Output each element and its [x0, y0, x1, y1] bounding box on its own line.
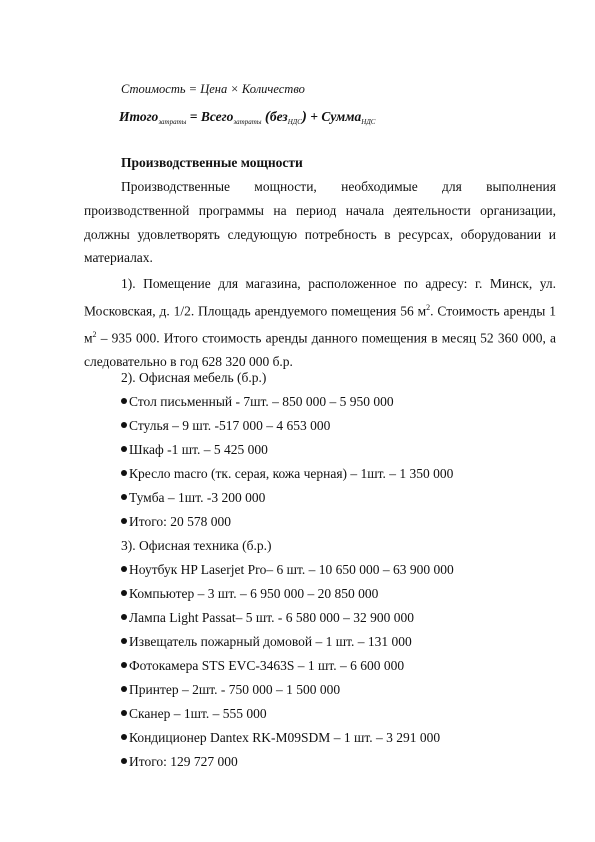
- formula-sub-zatraty-2: затраты: [233, 118, 262, 126]
- equipment-list-title: 3). Офисная техника (б.р.): [121, 538, 272, 553]
- bullet-icon: [121, 686, 127, 692]
- bullet-icon: [121, 638, 127, 644]
- paragraph-premises-text-a: 1). Помещение для магазина, расположенное по адресу: г. Минск, ул. Московская, д. 1/2. Площадь арендуемого помещения 56 м: [84, 276, 556, 319]
- bullet-icon: [121, 518, 127, 524]
- list-item: Фотокамера STS EVC-3463S – 1 шт. – 6 600 000: [121, 658, 404, 674]
- formula-sub-zatraty-1: затраты: [158, 118, 187, 126]
- paragraph-premises-text-b: . Стоимость аренды 1 м: [84, 303, 556, 346]
- formula-bez: без: [269, 109, 288, 124]
- cost-formula: Стоимость = Цена × Количество: [121, 82, 305, 96]
- furniture-list-title: 2). Офисная мебель (б.р.): [121, 370, 267, 385]
- formula-sub-nds-2: НДС: [361, 118, 376, 126]
- bullet-icon: [121, 446, 127, 452]
- list-item: Стол письменный - 7шт. – 850 000 – 5 950 000: [121, 394, 394, 410]
- list-item: Ноутбук HP Laserjet Pro– 6 шт. – 10 650 000 – 63 900 000: [121, 562, 454, 578]
- bullet-icon: [121, 470, 127, 476]
- list-item: Итого: 129 727 000: [121, 754, 238, 770]
- paragraph-capacity-text: Производственные мощности, необходимые для выполнения производственной программы на период начала деятельности организации, должны удовлетворять следующую потребность в ресурсах, оборудовании и материалах.: [84, 179, 556, 266]
- bullet-icon: [121, 590, 127, 596]
- paragraph-premises: [84, 272, 556, 374]
- superscript-2: 2: [92, 330, 97, 340]
- bullet-icon: [121, 566, 127, 572]
- list-item: Кресло macro (тк. серая, кожа черная) – 1шт. – 1 350 000: [121, 466, 453, 482]
- list-item: Кондиционер Dantex RK-M09SDM – 1 шт. – 3 291 000: [121, 730, 440, 746]
- formula-vsego: Всего: [200, 109, 234, 124]
- formula-summa: Сумма: [321, 109, 362, 124]
- bullet-icon: [121, 422, 127, 428]
- formula-itogo: Итого: [119, 109, 159, 124]
- bullet-icon: [121, 758, 127, 764]
- list-item: Тумба – 1шт. -3 200 000: [121, 490, 265, 506]
- section-heading: Производственные мощности: [121, 155, 303, 170]
- paragraph-premises-text-c: – 935 000. Итого стоимость аренды данного помещения в месяц 52 360 000, а следовательно в год 628 320 000 б.р.: [84, 330, 556, 370]
- list-item: Принтер – 2шт. - 750 000 – 1 500 000: [121, 682, 340, 698]
- list-item: Итого: 20 578 000: [121, 514, 231, 530]
- bullet-icon: [121, 398, 127, 404]
- list-item: Стулья – 9 шт. -517 000 – 4 653 000: [121, 418, 330, 434]
- bullet-icon: [121, 494, 127, 500]
- superscript-2: 2: [426, 302, 431, 312]
- formula-sub-nds-1: НДС: [287, 118, 302, 126]
- bullet-icon: [121, 710, 127, 716]
- total-formula: Итого$_{затраты}$ = Всего$_{затраты}$ (без$_{НДС}$) + Сумма$_{НДС}$: [119, 109, 376, 126]
- bullet-icon: [121, 734, 127, 740]
- list-item: Извещатель пожарный домовой – 1 шт. – 131 000: [121, 634, 412, 650]
- formula-plus: +: [310, 109, 318, 124]
- bullet-icon: [121, 662, 127, 668]
- paragraph-capacity: [84, 175, 556, 270]
- formula-equals: =: [189, 109, 198, 124]
- list-item: Лампа Light Passat– 5 шт. - 6 580 000 – 32 900 000: [121, 610, 414, 626]
- list-item: Компьютер – 3 шт. – 6 950 000 – 20 850 000: [121, 586, 378, 602]
- list-item: Сканер – 1шт. – 555 000: [121, 706, 267, 722]
- list-item: Шкаф -1 шт. – 5 425 000: [121, 442, 268, 458]
- bullet-icon: [121, 614, 127, 620]
